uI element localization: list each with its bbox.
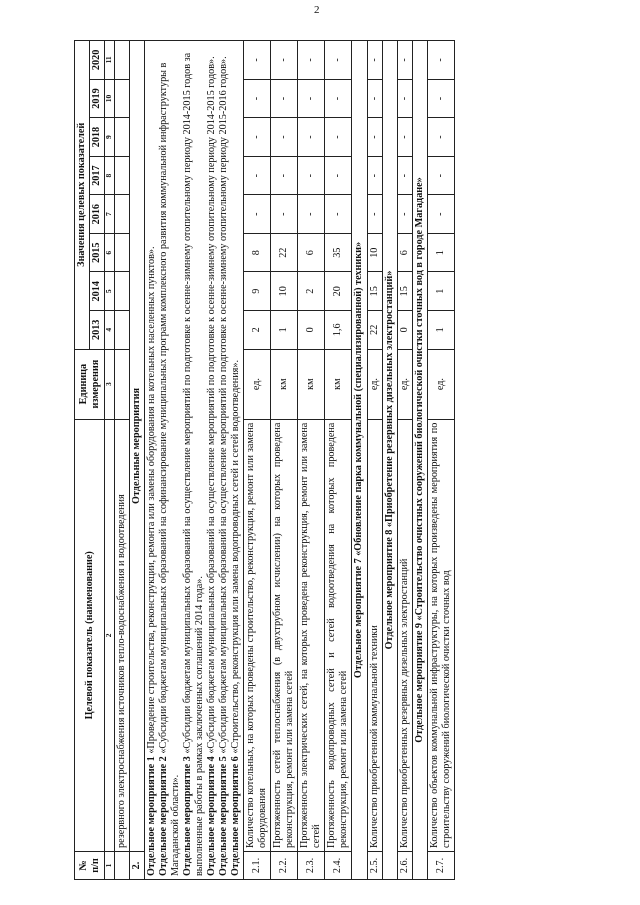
- measure-item: [218, 44, 230, 876]
- row-value: -: [397, 79, 412, 118]
- row-value: 0: [298, 311, 325, 350]
- measure-text: «Субсидии бюджетам муниципальных образований на осуществление мероприятий по подготовке к осенне-зимнему отопительному периоду 2015-2016 годов».: [218, 56, 230, 754]
- row-unit: ед.: [244, 349, 271, 419]
- measure-label: Отдельное мероприятие 1: [145, 756, 157, 876]
- row-value: -: [427, 156, 454, 195]
- row-value: [114, 118, 129, 157]
- row-value: 35: [325, 233, 352, 272]
- row-value: -: [325, 118, 352, 157]
- row-value: 10: [367, 233, 382, 272]
- row-value: -: [298, 79, 325, 118]
- measure-label: Отдельное мероприятие 2: [158, 756, 169, 876]
- measure-row: [412, 41, 427, 880]
- header-year: 2020: [90, 41, 105, 80]
- section-title: Отдельные мероприятия: [129, 41, 144, 852]
- row-value: -: [397, 195, 412, 234]
- header-year: 2016: [90, 195, 105, 234]
- col-number: 3: [105, 349, 115, 419]
- measures-text: [144, 41, 243, 880]
- row-unit: ед.: [397, 349, 412, 419]
- row-text: Количество приобретенных резервных дизельных электростанций: [397, 419, 412, 851]
- header-year: 2019: [90, 79, 105, 118]
- row-value: [114, 195, 129, 234]
- row-text: резервного электроснабжения источников тепло-водоснабжения и водоотведения: [114, 419, 129, 851]
- table-row: [427, 41, 454, 880]
- measure-heading: [352, 41, 367, 880]
- row-value: -: [427, 195, 454, 234]
- row-num: 2.7.: [427, 851, 454, 879]
- header-year: 2013: [90, 311, 105, 350]
- measure-text: «Обновление парка коммунальной (специализированной) техники»: [353, 241, 365, 556]
- row-value: 20: [325, 272, 352, 311]
- measure-text: «Строительство очистных сооружений биологической очистки сточных вод в городе Магадане»: [413, 177, 425, 621]
- column-numbers-row: [105, 41, 115, 880]
- row-value: -: [397, 156, 412, 195]
- row-value: -: [325, 195, 352, 234]
- col-number: 1: [105, 851, 115, 879]
- row-unit: км: [298, 349, 325, 419]
- row-value: -: [244, 79, 271, 118]
- row-value: -: [271, 156, 298, 195]
- row-text: Количество котельных, на которых проведены строительство, реконструкция, ремонт или замена оборудования: [244, 419, 271, 851]
- col-number: 4: [105, 311, 115, 350]
- row-value: [114, 79, 129, 118]
- measure-row: [382, 41, 397, 880]
- header-num: № п/п: [75, 851, 105, 879]
- row-value: [114, 156, 129, 195]
- row-value: -: [271, 118, 298, 157]
- row-value: 1: [427, 311, 454, 350]
- row-unit: [114, 349, 129, 419]
- measure-text: «Субсидии бюджетам муниципальных образований на софинансирование муниципальных программ комплексного развития коммунальной инфраструктуры в Магаданской области».: [158, 62, 182, 876]
- header-values-group: Значения целевых показателей: [75, 41, 90, 350]
- row-value: -: [271, 79, 298, 118]
- measure-item: [206, 44, 218, 876]
- row-text: Протяженность электрических сетей, на которых проведена реконструкция, ремонт или замена сетей: [298, 419, 325, 851]
- header-year: 2018: [90, 118, 105, 157]
- measure-label: Отдельное мероприятие 3: [182, 756, 194, 876]
- measure-label: Отдельное мероприятие 9: [413, 623, 425, 743]
- measure-text: «Приобретение резервных дизельных электростанций»: [383, 270, 395, 528]
- table-row: [114, 41, 129, 880]
- col-number: 11: [105, 41, 115, 80]
- measure-text: «Проведение строительства, реконструкции, ремонта или замены оборудования на котельных населенных пунктов».: [145, 246, 157, 754]
- col-number: 6: [105, 233, 115, 272]
- row-value: [114, 272, 129, 311]
- col-number: 9: [105, 118, 115, 157]
- row-value: -: [367, 156, 382, 195]
- table-row: [367, 41, 382, 880]
- row-unit: ед.: [367, 349, 382, 419]
- table-row: [325, 41, 352, 880]
- col-number: 8: [105, 156, 115, 195]
- header-row-1: [75, 41, 90, 880]
- measure-label: Отдельное мероприятие 8: [383, 529, 395, 650]
- row-value: -: [244, 195, 271, 234]
- row-value: -: [325, 41, 352, 80]
- row-num: 2.2.: [271, 851, 298, 879]
- row-value: 8: [244, 233, 271, 272]
- measure-label: Отдельное мероприятие 7: [353, 558, 365, 679]
- row-unit: км: [271, 349, 298, 419]
- row-value: 1: [427, 233, 454, 272]
- section-row: [129, 41, 144, 880]
- row-num: 2.5.: [367, 851, 382, 879]
- measure-label: Отдельное мероприятие 5: [218, 756, 230, 876]
- row-value: 2: [244, 311, 271, 350]
- header-year: 2015: [90, 233, 105, 272]
- row-value: 9: [244, 272, 271, 311]
- measure-heading: [382, 41, 397, 880]
- row-unit: ед.: [427, 349, 454, 419]
- row-value: -: [298, 41, 325, 80]
- section-num: 2.: [129, 851, 144, 879]
- header-year: 2014: [90, 272, 105, 311]
- row-value: -: [367, 118, 382, 157]
- row-value: 15: [367, 272, 382, 311]
- row-value: -: [367, 79, 382, 118]
- col-number: 10: [105, 79, 115, 118]
- table-row: [244, 41, 271, 880]
- measure-item: [158, 44, 182, 876]
- row-value: -: [367, 195, 382, 234]
- measure-text: «Субсидии бюджетам муниципальных образований на осуществление мероприятий по подготовке к осенне-зимнему отопительному периоду 2014-2015 годов».: [206, 56, 218, 754]
- row-num: 2.3.: [298, 851, 325, 879]
- col-number: 7: [105, 195, 115, 234]
- row-unit: км: [325, 349, 352, 419]
- row-value: 22: [367, 311, 382, 350]
- row-text: Протяженность водопроводных сетей и сетей водоотведения на которых проведена реконструкция, ремонт или замена сетей: [325, 419, 352, 851]
- measure-text: «Субсидии бюджетам муниципальных образований на осуществление мероприятий по подготовке к осенне-зимнему отопительному периоду 2014-2015 годов за выполненные работы в рамках заключенных соглашений 2014 года».: [182, 52, 206, 876]
- rotated-table-container: [74, 40, 546, 880]
- row-value: -: [427, 79, 454, 118]
- row-value: [114, 41, 129, 80]
- table-row: [298, 41, 325, 880]
- row-value: -: [367, 41, 382, 80]
- measure-row: [352, 41, 367, 880]
- row-value: -: [271, 41, 298, 80]
- row-text: Количество объектов коммунальной инфраструктуры, на которых произведены мероприятия по строительству сооружений биологической очистки сточных вод: [427, 419, 454, 851]
- row-text: Протяженность сетей теплоснабжения (в двухтрубном исчислении) на которых проведена реконструкция, ремонт или замена сетей: [271, 419, 298, 851]
- row-value: -: [298, 118, 325, 157]
- row-value: -: [325, 79, 352, 118]
- row-num: 2.6.: [397, 851, 412, 879]
- row-value: 6: [397, 233, 412, 272]
- page-number: 2: [314, 4, 320, 16]
- row-value: [114, 233, 129, 272]
- measure-text: «Строительство, реконструкция или замена водопроводных сетей и сетей водоотведения».: [230, 359, 242, 754]
- row-value: -: [298, 195, 325, 234]
- measure-item: [182, 44, 206, 876]
- row-value: -: [397, 118, 412, 157]
- measures-block: [144, 41, 243, 880]
- row-value: -: [325, 156, 352, 195]
- table-row: [397, 41, 412, 880]
- row-value: 1: [271, 311, 298, 350]
- row-value: [114, 311, 129, 350]
- col-number: 2: [105, 419, 115, 851]
- measure-item: [146, 44, 158, 876]
- row-text: Количество приобретенной коммунальной техники: [367, 419, 382, 851]
- row-num: [114, 851, 129, 879]
- measure-heading: [412, 41, 427, 880]
- row-value: 2: [298, 272, 325, 311]
- row-value: -: [397, 41, 412, 80]
- header-indicator: Целевой показатель (наименование): [75, 419, 105, 851]
- row-value: 15: [397, 272, 412, 311]
- row-value: 1,6: [325, 311, 352, 350]
- row-value: -: [427, 118, 454, 157]
- col-number: 5: [105, 272, 115, 311]
- row-value: 22: [271, 233, 298, 272]
- row-num: 2.1.: [244, 851, 271, 879]
- row-value: -: [244, 156, 271, 195]
- row-value: 0: [397, 311, 412, 350]
- measure-label: Отдельное мероприятие 4: [206, 756, 218, 876]
- measure-item: [230, 44, 242, 876]
- row-value: 10: [271, 272, 298, 311]
- header-year: 2017: [90, 156, 105, 195]
- row-value: 6: [298, 233, 325, 272]
- row-value: -: [244, 118, 271, 157]
- row-value: -: [427, 41, 454, 80]
- row-value: -: [298, 156, 325, 195]
- row-value: 1: [427, 272, 454, 311]
- row-value: -: [271, 195, 298, 234]
- header-unit: Единица измерения: [75, 349, 105, 419]
- row-value: -: [244, 41, 271, 80]
- row-num: 2.4.: [325, 851, 352, 879]
- table-row: [271, 41, 298, 880]
- target-indicators-table: [74, 40, 455, 880]
- measure-label: Отдельное мероприятие 6: [230, 756, 242, 876]
